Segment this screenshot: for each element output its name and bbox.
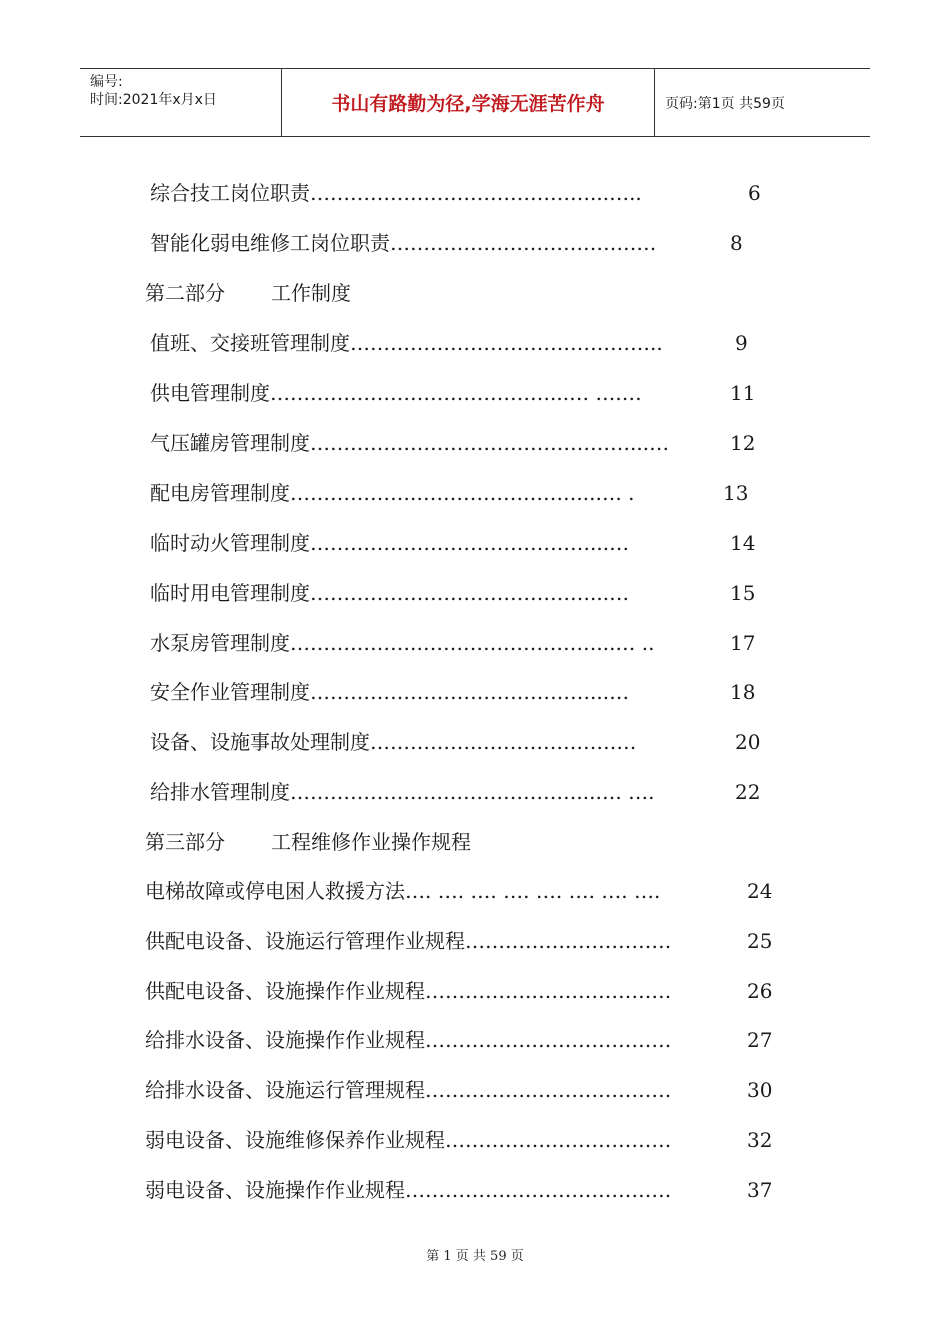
toc-entry-page: 6 — [748, 181, 761, 205]
toc-entry-title: 给排水管理制度……………….……………………...…. …. — [150, 780, 655, 804]
toc-entry[interactable] — [150, 478, 749, 508]
toc-entry-title: 综合技工岗位职责……………………………………...….. — [150, 181, 642, 205]
toc-entry-title: 电梯故障或停电困人救援方法…. …. …. …. …. …. …. …. — [145, 879, 661, 903]
toc-entry-title: 供电管理制度……………………………………...… ….… — [150, 381, 642, 405]
toc-entry[interactable] — [150, 428, 756, 458]
toc-entry-page: 26 — [747, 979, 773, 1003]
toc-entry-title: 安全作业管理制度……………………………………...… — [150, 680, 630, 704]
section-part: 第三部分 — [145, 830, 225, 854]
toc-entry[interactable] — [150, 178, 760, 208]
toc-entry-title: 值班、交接班管理制度……………………………………….. — [150, 331, 663, 355]
header-time-label: 时间:2021年x月x日 — [90, 92, 217, 108]
toc-entry[interactable] — [150, 727, 761, 757]
toc-entry-page: 24 — [747, 879, 773, 903]
toc-entry-title: 给排水设备、设施运行管理规程…………….………………… — [145, 1078, 672, 1102]
toc-entry-title: 临时动火管理制度……………………………………...… — [150, 531, 630, 555]
toc-entry-title: 气压罐房管理制度…………………………………………...… — [150, 431, 670, 455]
section-heading-2 — [145, 278, 351, 308]
header-number-label: 编号: — [90, 74, 123, 90]
toc-entry[interactable] — [150, 228, 760, 258]
toc-entry-page: 13 — [723, 481, 749, 505]
toc-entry-page: 15 — [730, 581, 756, 605]
page-footer: 第 1 页 共 59 页 — [426, 1249, 524, 1264]
section-heading-3 — [145, 827, 471, 857]
toc-entry-page: 32 — [747, 1128, 773, 1152]
toc-entry-title: 弱电设备、设施操作作业规程…………….…………………… — [145, 1178, 672, 1202]
toc-entry-page: 8 — [730, 231, 743, 255]
toc-entry-page: 14 — [730, 531, 756, 555]
toc-entry[interactable] — [150, 378, 756, 408]
header-meta — [80, 69, 282, 136]
header-motto: 书山有路勤为径,学海无涯苦作舟 — [282, 69, 655, 136]
section-title: 工作制度 — [271, 281, 351, 305]
toc-entry-page: 22 — [735, 780, 761, 804]
toc-entry-title: 水泵房管理制度……………….………………………...… .. — [150, 631, 655, 655]
toc-entry-page: 18 — [730, 680, 756, 704]
toc-entry[interactable] — [150, 677, 756, 707]
section-title: 工程维修作业操作规程 — [271, 830, 471, 854]
toc-entry[interactable] — [145, 1175, 773, 1205]
toc-entry-title: 供配电设备、设施操作作业规程…………….………………… — [145, 979, 672, 1003]
toc-entry-page: 37 — [747, 1178, 773, 1202]
toc-entry[interactable] — [145, 1025, 773, 1055]
toc-entry[interactable] — [150, 328, 748, 358]
toc-entry-page: 30 — [747, 1078, 773, 1102]
toc-entry-page: 25 — [747, 929, 773, 953]
toc-entry-page: 12 — [730, 431, 756, 455]
toc-entry-title: 智能化弱电维修工岗位职责…………….…………………… — [150, 231, 657, 255]
toc-entry-title: 给排水设备、设施操作作业规程…………….………………… — [145, 1028, 672, 1052]
toc-entry-page: 9 — [735, 331, 748, 355]
toc-entry[interactable] — [145, 976, 773, 1006]
toc-entry[interactable] — [145, 876, 773, 906]
toc-entry[interactable] — [150, 528, 756, 558]
toc-entry[interactable] — [150, 628, 756, 658]
toc-entry-page: 17 — [730, 631, 756, 655]
toc-entry-page: 20 — [735, 730, 761, 754]
toc-entry[interactable] — [150, 777, 761, 807]
toc-entry[interactable] — [145, 1075, 773, 1105]
toc-entry-title: 临时用电管理制度……………………………………...… — [150, 581, 630, 605]
header-page-info: 页码:第1页 共59页 — [665, 95, 785, 112]
toc-entry-page: 11 — [730, 381, 756, 405]
toc-entry-title: 弱电设备、设施维修保养作业规程…………….……………… — [145, 1128, 672, 1152]
section-part: 第二部分 — [145, 281, 225, 305]
toc-entry-title: 设备、设施事故处理制度…………….…………………… — [150, 730, 637, 754]
toc-entry-title: 供配电设备、设施运行管理作业规程…………….…………… — [145, 929, 672, 953]
page-header — [80, 68, 870, 137]
toc-entry-page: 27 — [747, 1028, 773, 1052]
toc-entry[interactable] — [150, 578, 756, 608]
toc-entry[interactable] — [145, 926, 773, 956]
toc-entry[interactable] — [145, 1125, 773, 1155]
toc-entry-title: 配电房管理制度……………….……………………...…. . — [150, 481, 635, 505]
